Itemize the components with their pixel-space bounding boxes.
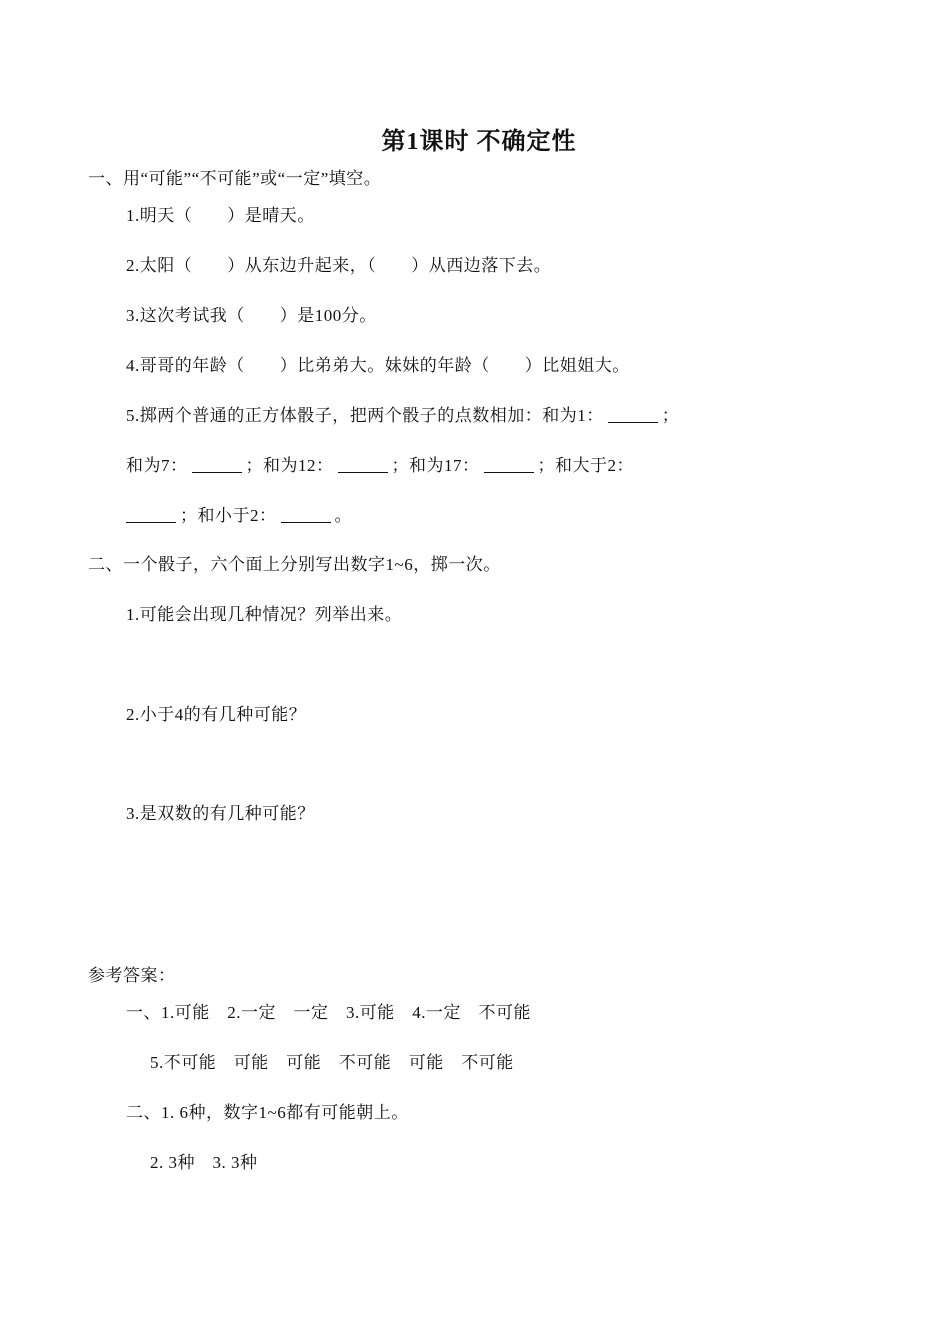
answer-line-1: 一、1.可能 2.一定 一定 3.可能 4.一定 不可能 [126, 1003, 531, 1022]
answer-blank[interactable] [608, 406, 658, 423]
answer-line-2: 5.不可能 可能 可能 不可能 可能 不可能 [150, 1053, 514, 1072]
question-2-1: 1.可能会出现几种情况？列举出来。 [126, 605, 403, 624]
question-1-1: 1.明天（ ）是晴天。 [126, 206, 315, 225]
q5-suffix: ； [661, 406, 680, 425]
q5-sum7: 和为7： [126, 456, 188, 475]
question-1-4: 4.哥哥的年龄（ ）比弟弟大。妹妹的年龄（ ）比姐姐大。 [126, 356, 630, 375]
q5-prefix: 5.掷两个普通的正方体骰子，把两个骰子的点数相加：和为1： [126, 406, 604, 425]
question-1-3: 3.这次考试我（ ）是100分。 [126, 306, 377, 325]
q5-sum-lt2: ；和小于2： [180, 506, 277, 525]
question-1-5-line3 [126, 505, 352, 527]
q5-sum-gt2: ；和大于2： [537, 456, 634, 475]
answer-line-4: 2. 3种 3. 3种 [150, 1153, 258, 1172]
question-1-5-line2 [126, 455, 634, 477]
answers-heading: 参考答案： [88, 966, 176, 985]
answer-blank[interactable] [338, 456, 388, 473]
answer-line-3: 二、1. 6种，数字1~6都有可能朝上。 [126, 1103, 409, 1122]
q5-sum17: ；和为17： [391, 456, 480, 475]
q5-end: 。 [334, 506, 352, 525]
question-1-5-line1 [126, 405, 679, 427]
question-1-2: 2.太阳（ ）从东边升起来，（ ）从西边落下去。 [126, 256, 552, 275]
answer-blank[interactable] [484, 456, 534, 473]
q5-sum12: ；和为12： [245, 456, 334, 475]
question-2-3: 3.是双数的有几种可能？ [126, 804, 315, 823]
section1-heading: 一、用“可能”“不可能”或“一定”填空。 [88, 169, 382, 188]
answer-blank[interactable] [126, 506, 176, 523]
question-2-2: 2.小于4的有几种可能？ [126, 705, 307, 724]
page-title: 第1课时 不确定性 [381, 129, 577, 155]
answer-blank[interactable] [192, 456, 242, 473]
section2-heading: 二、一个骰子，六个面上分别写出数字1~6，掷一次。 [88, 555, 501, 574]
answer-blank[interactable] [281, 506, 331, 523]
